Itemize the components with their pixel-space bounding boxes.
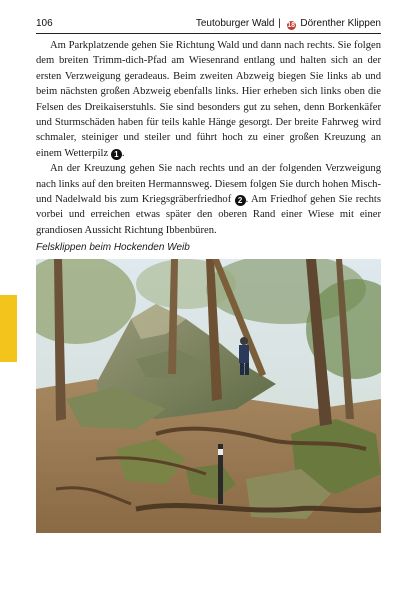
waypoint-marker-2: 2 <box>235 195 246 206</box>
waypoint-marker-1: 1 <box>111 149 122 160</box>
paragraph-1-text: Am Parkplatzende gehen Sie Richtung Wald und dann nach rechts. Sie folgen dem breiten Trimm-dich-Pfad am Wiesenrand entlang und halten sich an der ersten Verzweigung geradeaus. Beim zweiten Abzweig biegen Sie links ab und beim nächsten großen Abzweig ebenfalls links. Hier erheben sich links oben die Felsen des Dreikaiserstuhls. Sie sind besonders gut zu sehen, denn Borkenkäfer und Sturmschäden haben für teils kahle Hänge gesorgt. Der breite Fahrweg wird schmaler, steiniger und steiler und führt hoch zu einer großen Kreuzung an einem Wetterpilz <box>36 40 381 159</box>
rock-formation-photo <box>36 259 381 533</box>
running-title <box>196 17 381 31</box>
paragraph-1 <box>36 38 381 161</box>
paragraph-2-text: An der Kreuzung gehen Sie nach rechts und an der folgenden Verzweigung nach links auf den breiten Hermannsweg. Diesem folgen Sie durch hohen Misch- und Nadelwald bis zum Kriegsgräberfriedhof <box>36 163 381 206</box>
running-header <box>36 17 381 34</box>
section-title: Teutoburger Wald <box>195 18 275 29</box>
paragraph-2 <box>36 161 381 238</box>
photo-caption: Felsklippen beim Hockenden Weib <box>36 242 190 253</box>
body-text <box>36 38 381 238</box>
chapter-side-tab <box>0 295 17 362</box>
paragraph-1-end: . <box>121 147 125 159</box>
tour-title: Dörenther Klippen <box>300 18 381 29</box>
page-number: 106 <box>36 18 53 29</box>
header-separator: | <box>278 18 281 29</box>
paragraph-2-end: . Am Friedhof gehen Sie rechts vorbei und erreichen etwas später den oberen Rand einer Wiese mit einer grandiosen Aussicht Richtung Ibbenbüren. <box>36 194 381 236</box>
tour-number-badge: 18 <box>287 22 295 29</box>
